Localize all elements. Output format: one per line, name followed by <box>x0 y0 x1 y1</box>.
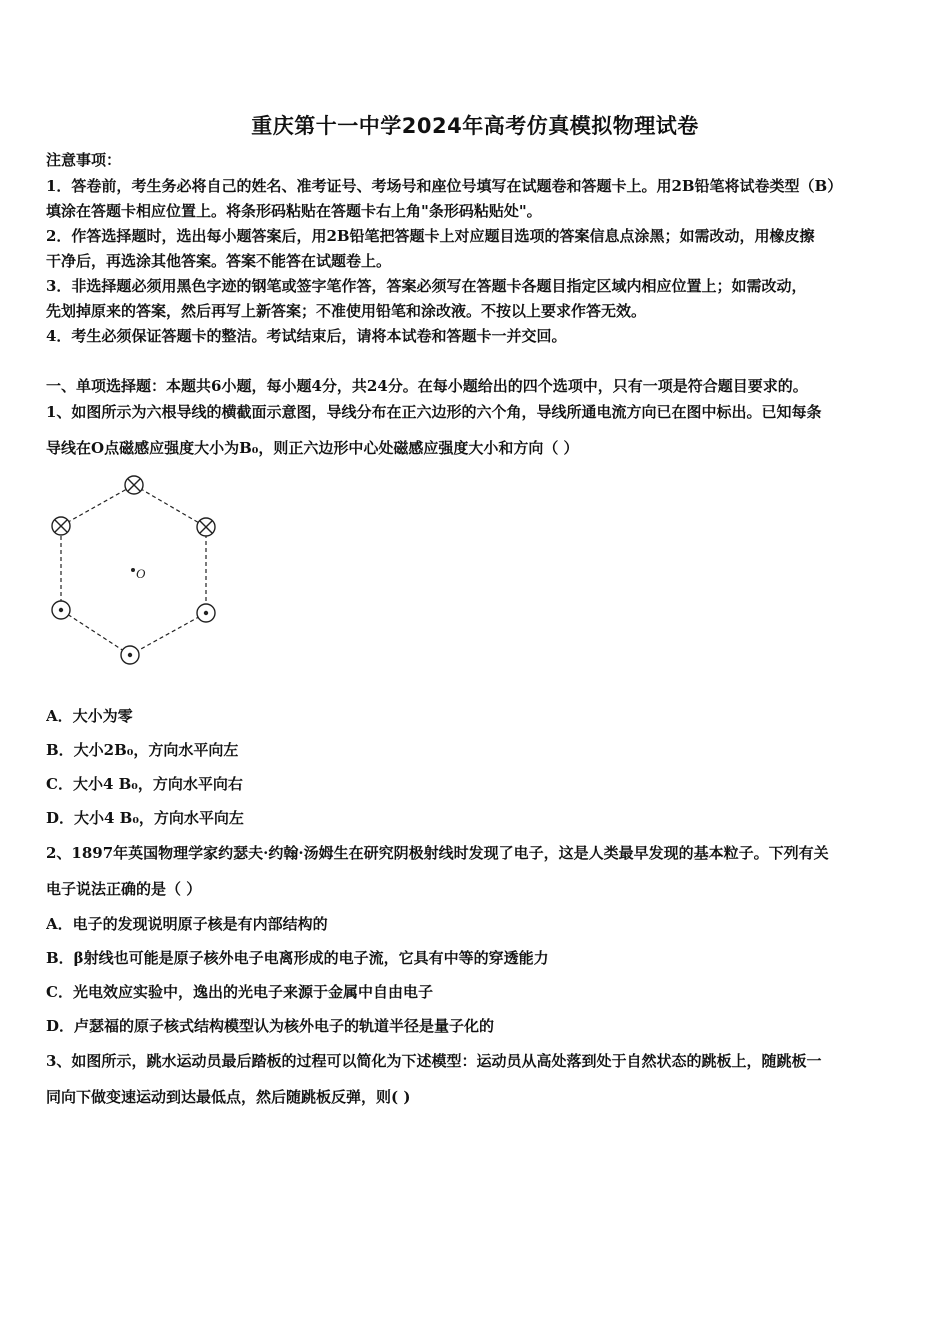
question-1-option: B．大小2B₀，方向水平向左 <box>46 741 239 759</box>
center-point <box>131 568 135 572</box>
question-2-stem: 电子说法正确的是（ ） <box>46 880 202 898</box>
wire-into-page-icon <box>125 476 143 494</box>
question-1-stem: 1、如图所示为六根导线的横截面示意图，导线分布在正六边形的六个角，导线所通电流方向已在图中标出。已知每条 <box>46 403 822 421</box>
question-2-option: B．β射线也可能是原子核外电子电离形成的电子流，它具有中等的穿透能力 <box>46 949 549 967</box>
question-3-stem: 同向下做变速运动到达最低点，然后随跳板反弹，则( ) <box>46 1088 411 1106</box>
notice-line: 3．非选择题必须用黑色字迹的钢笔或签字笔作答，答案必须写在答题卡各题目指定区域内相应位置上；如需改动， <box>46 277 807 295</box>
question-2-option: D．卢瑟福的原子核式结构模型认为核外电子的轨道半径是量子化的 <box>46 1017 495 1035</box>
question-1-stem: 导线在O点磁感应强度大小为B₀，则正六边形中心处磁感应强度大小和方向（ ） <box>46 439 579 457</box>
question-2-stem: 2、1897年英国物理学家约瑟夫·约翰·汤姆生在研究阴极射线时发现了电子，这是人类最早发现的基本粒子。下列有关 <box>46 844 829 862</box>
notice-line: 2．作答选择题时，选出每小题答案后，用2B铅笔把答题卡上对应题目选项的答案信息点涂黑；如需改动，用橡皮擦 <box>46 227 815 245</box>
notice-line: 4．考生必须保证答题卡的整洁。考试结束后，请将本试卷和答题卡一并交回。 <box>46 327 567 345</box>
wire-into-page-icon <box>197 518 215 536</box>
question-2-option: C．光电效应实验中，逸出的光电子来源于金属中自由电子 <box>46 983 433 1001</box>
notice-heading: 注意事项： <box>46 151 122 169</box>
wire-into-page-icon <box>52 517 70 535</box>
question-2-option: A．电子的发现说明原子核是有内部结构的 <box>46 915 328 933</box>
center-label: O <box>136 566 146 581</box>
notice-line: 先划掉原来的答案，然后再写上新答案；不准使用铅笔和涂改液。不按以上要求作答无效。 <box>46 302 647 320</box>
wire-out-of-page-icon <box>197 604 215 622</box>
question-3-stem: 3、如图所示，跳水运动员最后踏板的过程可以简化为下述模型：运动员从高处落到处于自然状态的跳板上，随跳板一 <box>46 1052 822 1070</box>
hexagon-wires-diagram <box>44 470 224 670</box>
notice-line: 干净后，再选涂其他答案。答案不能答在试题卷上。 <box>46 252 392 270</box>
question-1-option: A．大小为零 <box>46 707 133 725</box>
wire-out-of-page-icon <box>121 646 139 664</box>
page-title: 重庆第十一中学2024年高考仿真模拟物理试卷 <box>251 114 699 138</box>
notice-line: 1．答卷前，考生务必将自己的姓名、准考证号、考场号和座位号填写在试题卷和答题卡上。用2B铅笔将试卷类型（B） <box>46 177 843 195</box>
question-1-option: D．大小4 B₀，方向水平向左 <box>46 809 244 827</box>
section-heading: 一、单项选择题：本题共6小题，每小题4分，共24分。在每小题给出的四个选项中，只有一项是符合题目要求的。 <box>46 377 808 395</box>
wire-out-of-page-icon <box>52 601 70 619</box>
question-1-option: C．大小4 B₀，方向水平向右 <box>46 775 243 793</box>
notice-line: 填涂在答题卡相应位置上。将条形码粘贴在答题卡右上角"条形码粘贴处"。 <box>46 202 542 220</box>
